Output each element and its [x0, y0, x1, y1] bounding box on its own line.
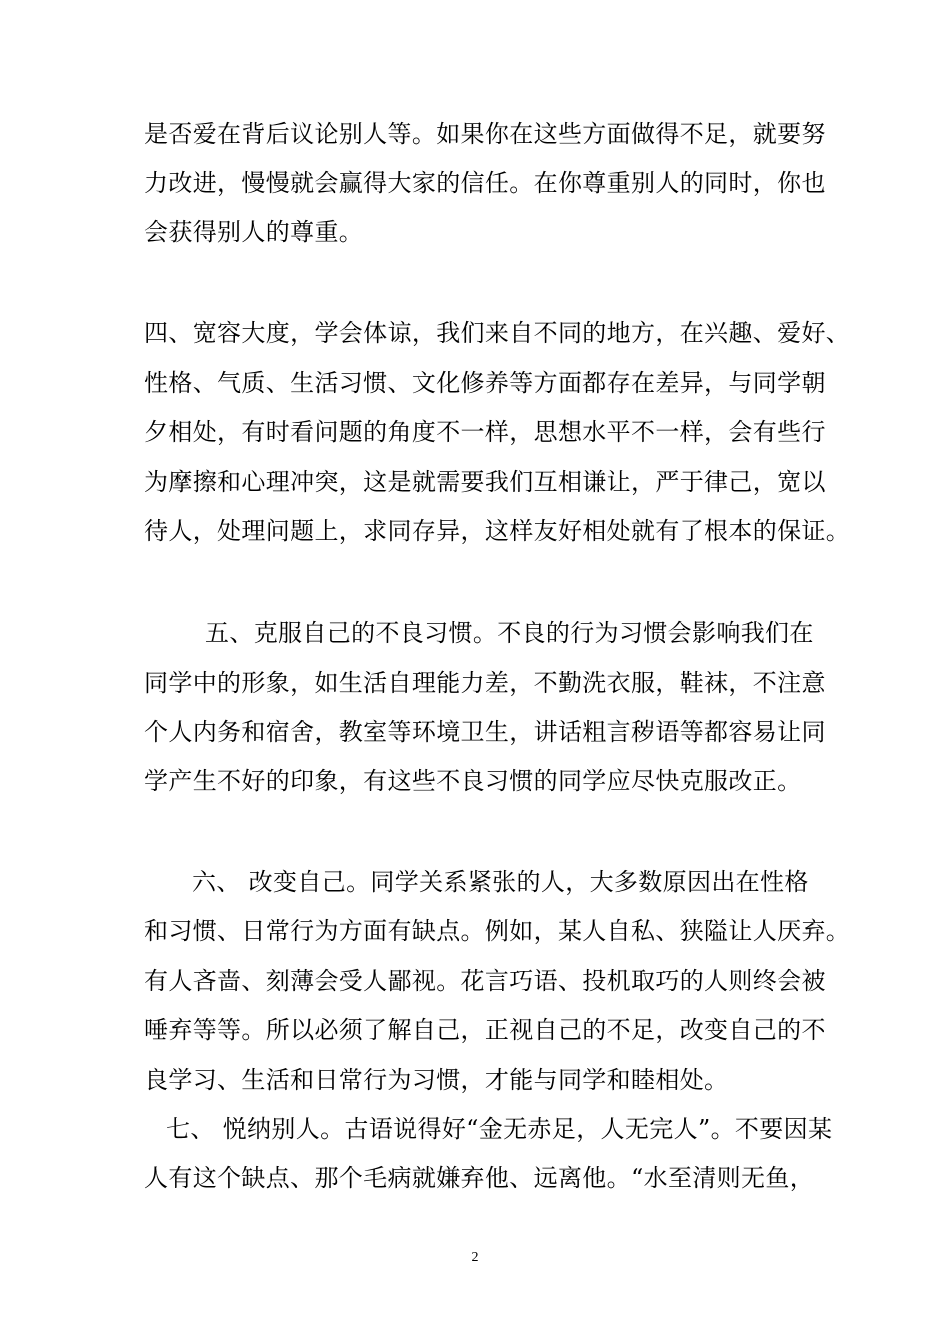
paragraph-6-line-1: 六、 改变自己。同学关系紧张的人，大多数原因出在性格: [192, 868, 809, 896]
paragraph-4-line-1: 四、宽容大度，学会体谅，我们来自不同的地方，在兴趣、爱好、: [144, 319, 851, 347]
paragraph-4-line-2: 性格、气质、生活习惯、文化修养等方面都存在差异，与同学朝: [144, 369, 826, 397]
paragraph-5-line-3: 个人内务和宿舍，教室等环境卫生，讲话粗言秽语等都容易让同: [144, 718, 826, 746]
paragraph-7-line-1: 七、 悦纳别人。古语说得好“金无赤足，人无完人”。不要因某: [166, 1115, 833, 1143]
paragraph-6-line-2: 和习惯、日常行为方面有缺点。例如，某人自私、狭隘让人厌弃。: [144, 917, 851, 945]
paragraph-6-line-3: 有人吝啬、刻薄会受人鄙视。花言巧语、投机取巧的人则终会被: [144, 967, 826, 995]
paragraph-5-line-1: 五、克服自己的不良习惯。不良的行为习惯会影响我们在: [205, 619, 814, 647]
paragraph-3-line-1: 是否爱在背后议论别人等。如果你在这些方面做得不足，就要努: [144, 120, 826, 148]
paragraph-3-line-2: 力改进，慢慢就会赢得大家的信任。在你尊重别人的同时，你也: [144, 169, 826, 197]
paragraph-6-line-5: 良学习、生活和日常行为习惯，才能与同学和睦相处。: [144, 1066, 729, 1094]
paragraph-6-line-4: 唾弃等等。所以必须了解自己，正视自己的不足，改变自己的不: [144, 1016, 826, 1044]
paragraph-7-line-2: 人有这个缺点、那个毛病就嫌弃他、远离他。“水至清则无鱼，: [144, 1164, 815, 1192]
paragraph-5-line-2: 同学中的形象，如生活自理能力差，不勤洗衣服，鞋袜，不注意: [144, 669, 826, 697]
paragraph-5-line-4: 学产生不好的印象，有这些不良习惯的同学应尽快克服改正。: [144, 767, 802, 795]
paragraph-3-line-3: 会获得别人的尊重。: [144, 218, 364, 246]
paragraph-4-line-5: 待人，处理问题上，求同存异，这样友好相处就有了根本的保证。: [144, 517, 851, 545]
paragraph-4-line-4: 为摩擦和心理冲突，这是就需要我们互相谦让，严于律己，宽以: [144, 468, 826, 496]
paragraph-4-line-3: 夕相处，有时看问题的角度不一样，思想水平不一样，会有些行: [144, 418, 826, 446]
page-number: 2: [471, 1250, 479, 1265]
